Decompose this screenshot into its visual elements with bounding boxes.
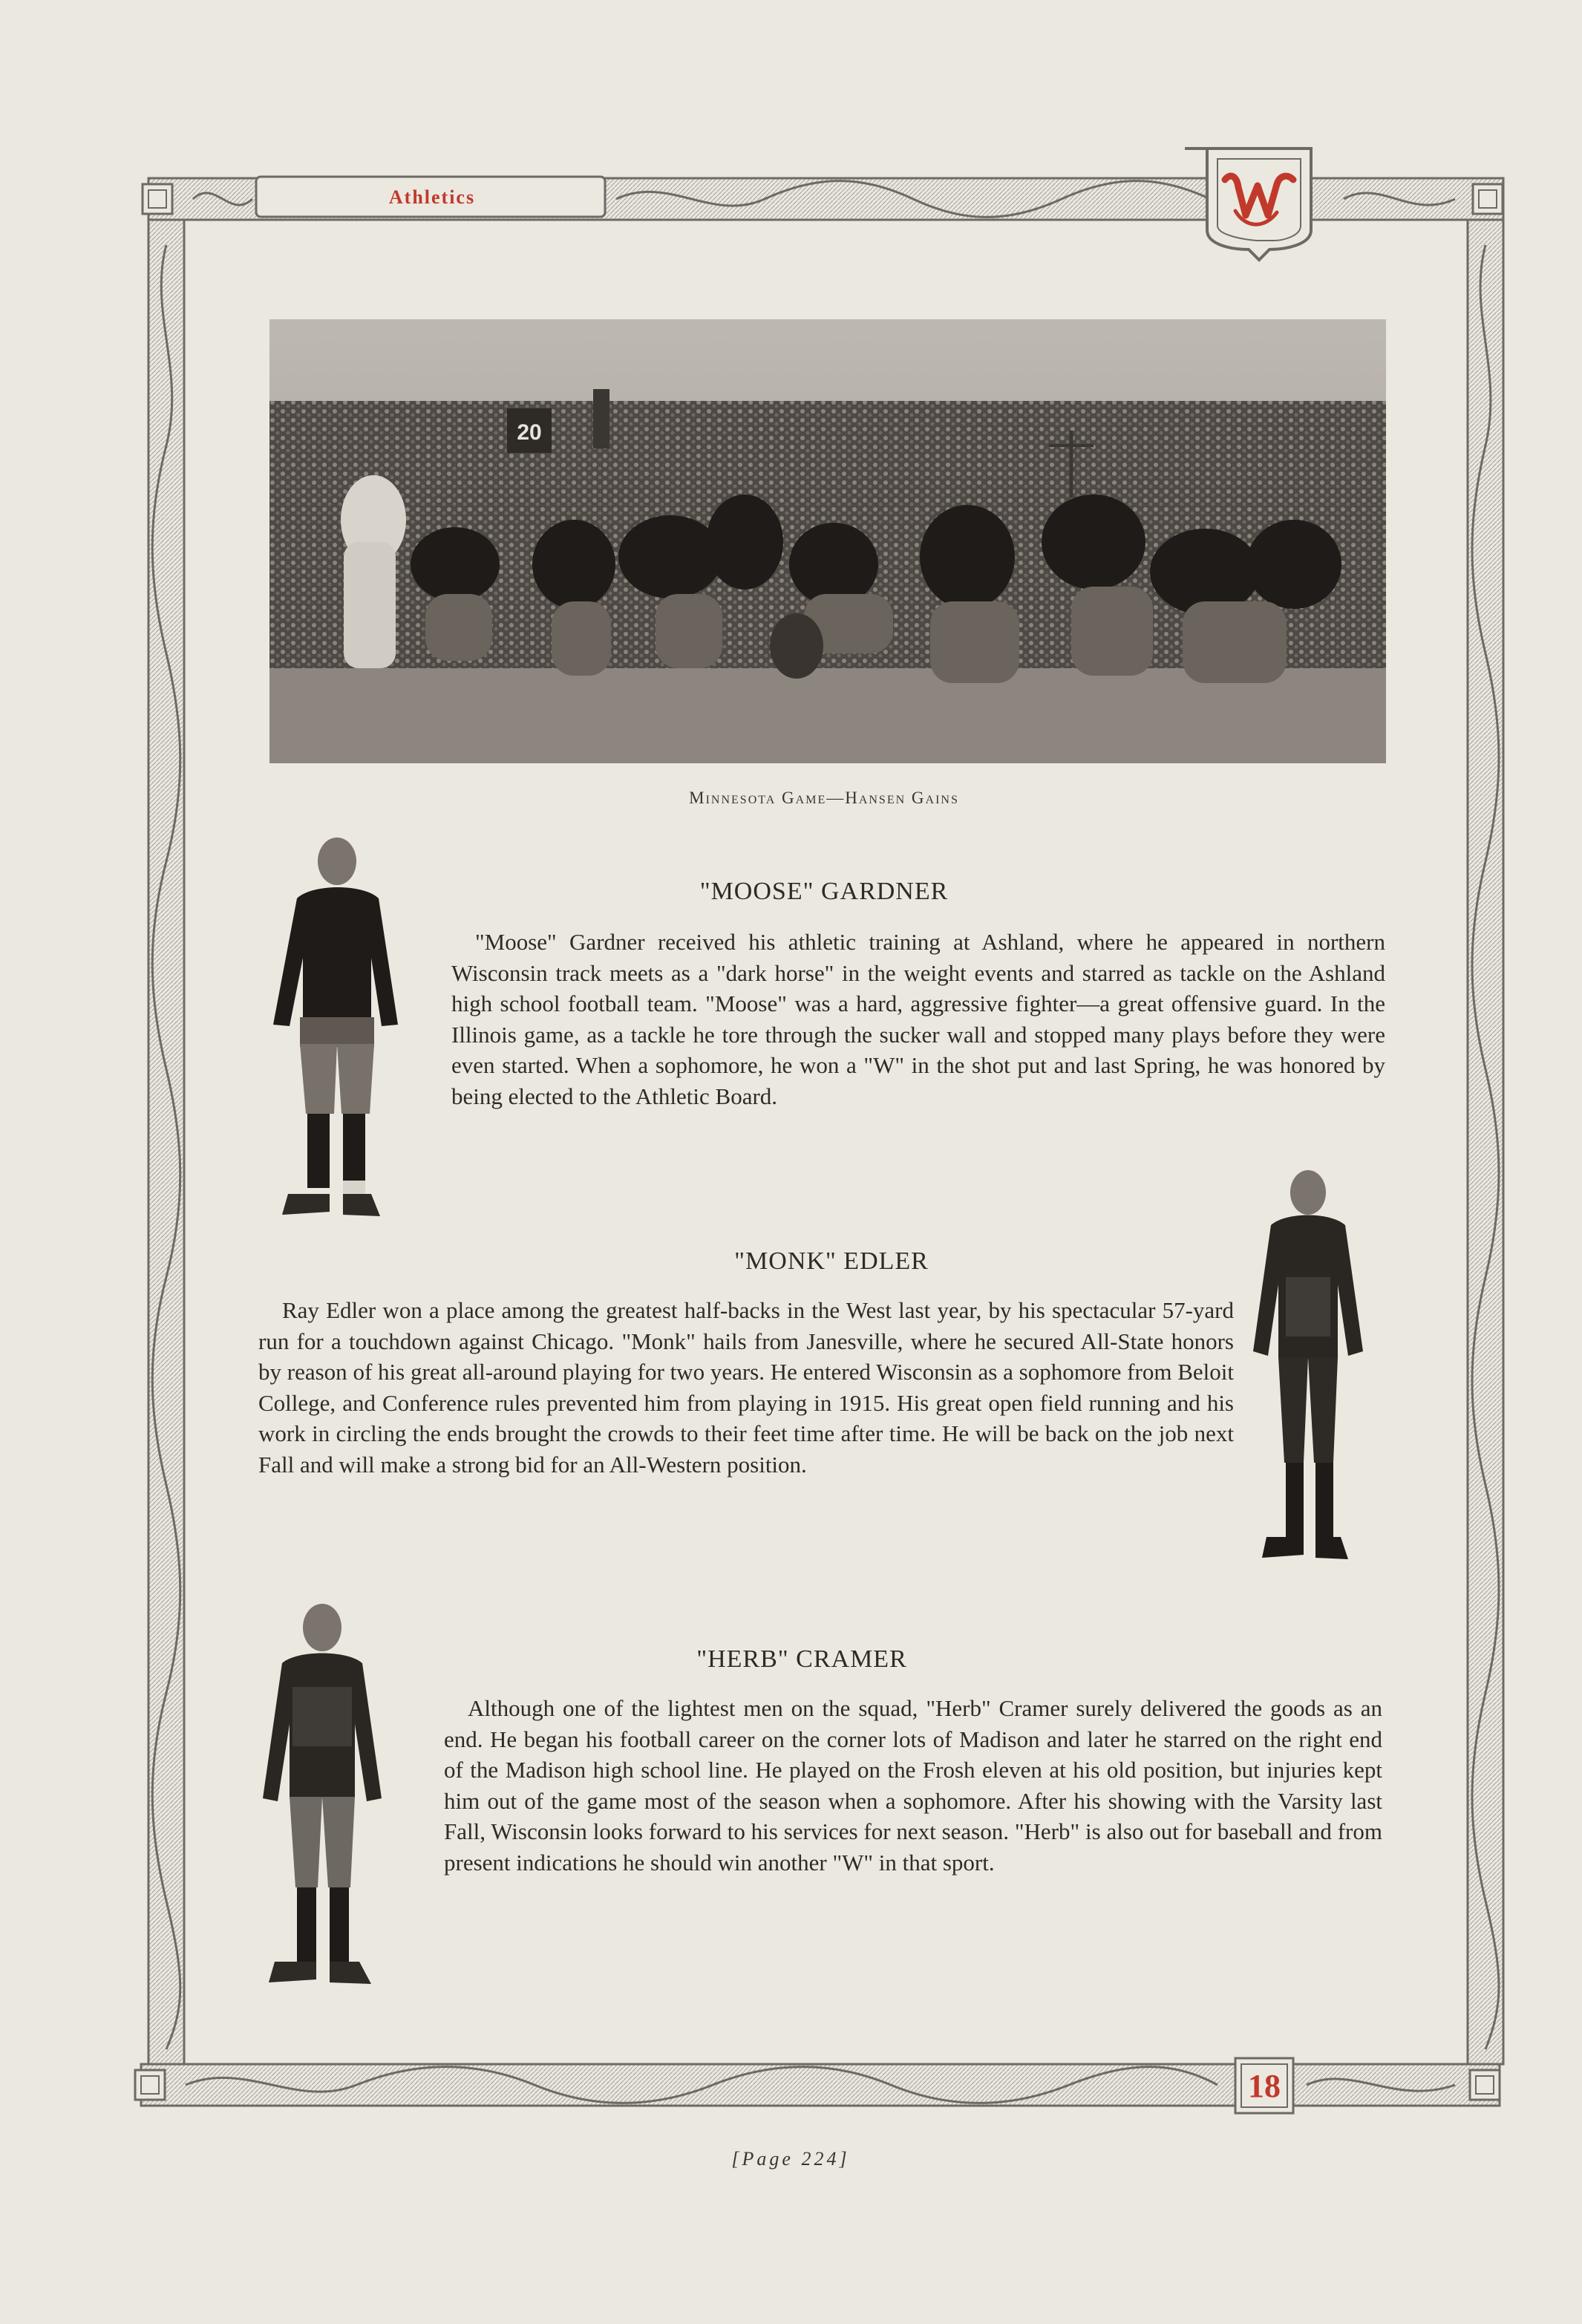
- scoreboard-sign: 20: [517, 420, 542, 445]
- cramer-player-photo: [255, 1598, 388, 1990]
- edler-bio: Ray Edler won a place among the greatest half-backs in the West last year, by his spectacular 57-yard run for a touchdown against Chicago. "Monk" hails from Janesville, where he secured All-State honors by reason of his great all-around playing for two years. He entered Wisconsin as a sophomore from Beloit College, and Conference rules prevented him from playing in 1915. His great open field running and his work in circling the ends brought the crowds to their feet time after time. He will be back on the job next Fall and will make a strong bid for an All-Western position.: [258, 1297, 1234, 1478]
- page-number-badge: 18: [1248, 2067, 1281, 2104]
- section-title: Athletics: [388, 186, 476, 208]
- minnesota-game-photo: [269, 319, 1386, 763]
- page-footer: [Page 224]: [731, 2148, 850, 2170]
- cramer-heading: "HERB" CRAMER: [696, 1645, 907, 1673]
- gardner-heading: "MOOSE" GARDNER: [699, 878, 949, 905]
- w-logo-icon: [1220, 166, 1298, 233]
- photo-caption: Minnesota Game—Hansen Gains: [689, 789, 959, 807]
- edler-player-photo: [1244, 1166, 1372, 1565]
- wisconsin-w-logo: [1217, 159, 1301, 241]
- cramer-bio: Although one of the lightest men on the squad, "Herb" Cramer surely delivered the goods as an end. He began his football career on the corner lots of Madison and later he starred on the right end of the Madison high school line. He played on the Frosh eleven at his old position, but injuries kept him out of the game most of the season when a sophomore. After his showing with the Varsity last Fall, Wisconsin looks forward to his services for next season. "Herb" is also out for baseball and from present indications he should win another "W" in that sport.: [444, 1695, 1382, 1876]
- gardner-bio: "Moose" Gardner received his athletic training at Ashland, where he appeared in northern Wisconsin track meets as a "dark horse" in the weight events and starred as tackle on the Ashland high school football team. "Moose" was a hard, aggressive fighter—a great offensive guard. In the Illinois game, as a tackle he tore through the sucker wall and stopped many plays before they were even started. When a sophomore, he won a "W" in the shot put and last Spring, he was honored by being elected to the Athletic Board.: [451, 929, 1385, 1109]
- edler-heading: "MONK" EDLER: [734, 1247, 929, 1275]
- gardner-player-photo: [267, 832, 405, 1224]
